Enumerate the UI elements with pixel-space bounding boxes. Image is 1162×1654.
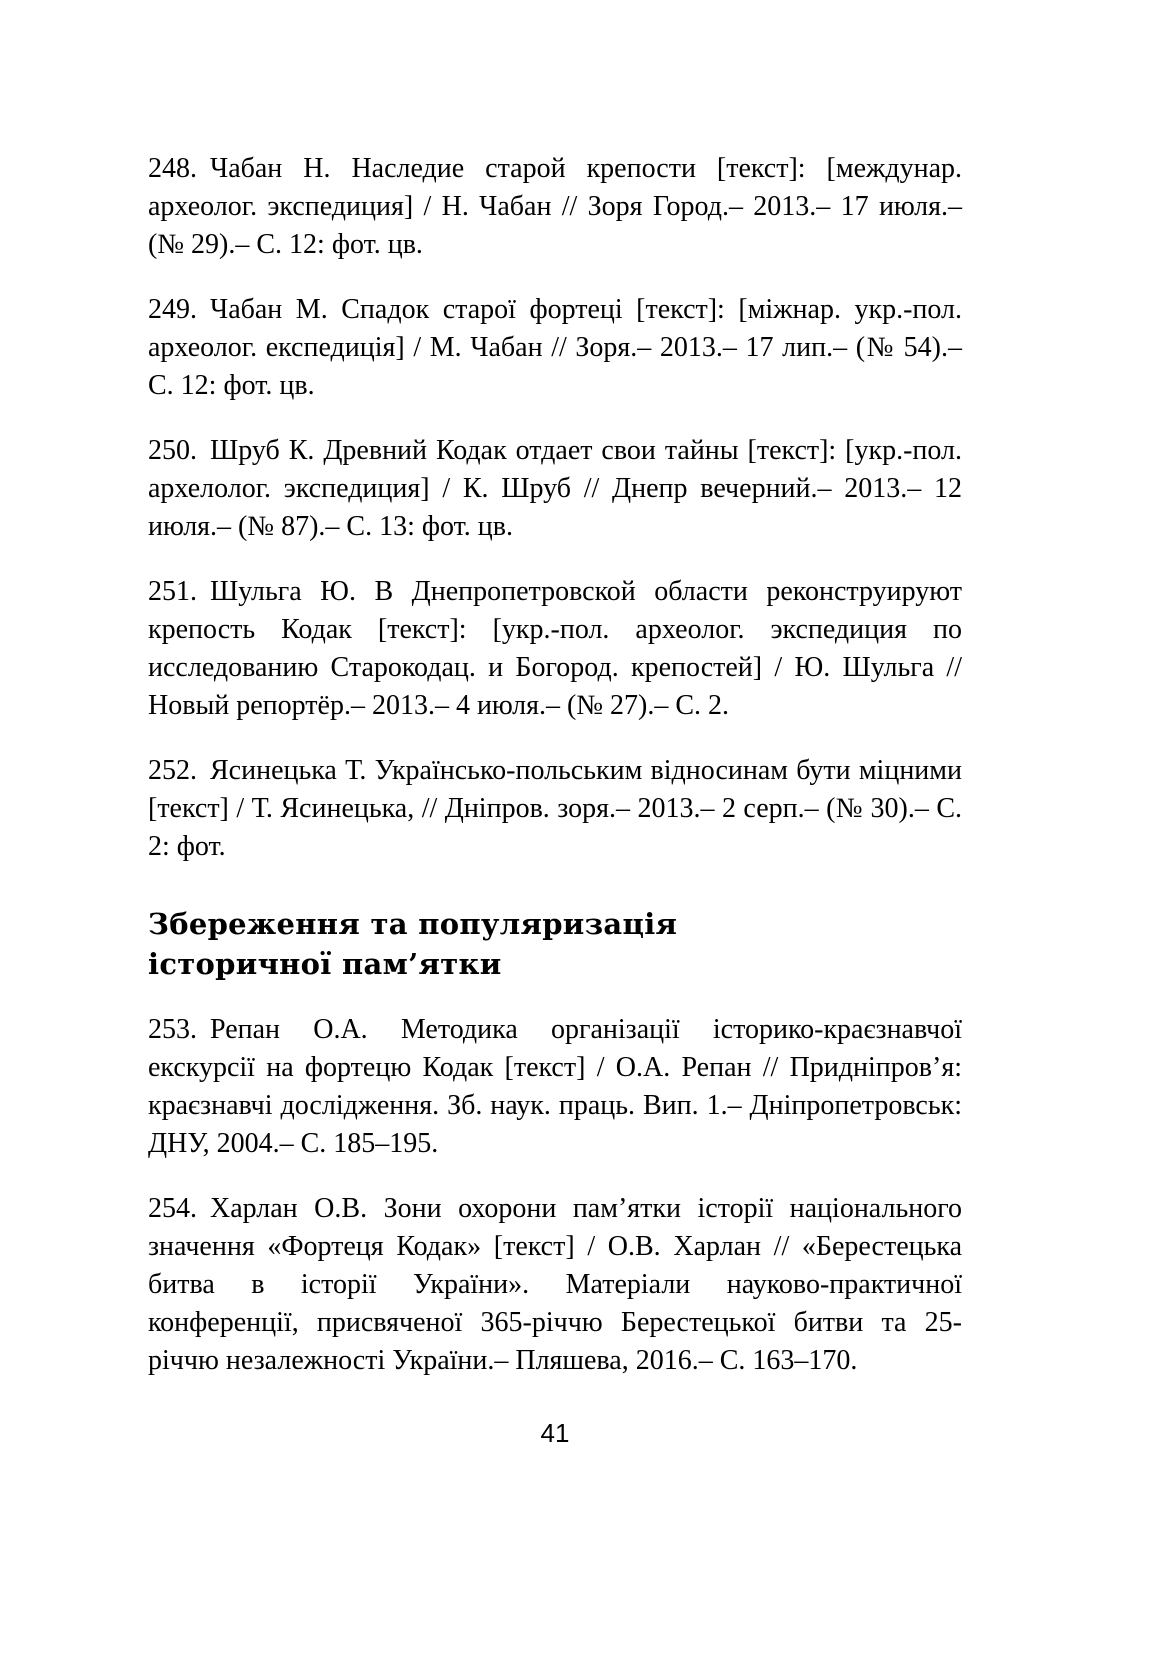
entry-number: 251. [148, 576, 197, 607]
bib-entry-251 [148, 573, 962, 725]
bib-entry-249 [148, 291, 962, 405]
bib-entry-248 [148, 150, 962, 264]
entry-text: Шульга Ю. В Днепропетровской области реконструируют крепость Кодак [текст]: [укр.-пол. археолог. экспедиция по исследованию Старокодац. и Богород. крепостей] / Ю. Шульга // Новый репортёр.– 2013.– 4 июля.– (№ 27).– С. 2. [148, 576, 962, 721]
entry-number: 249. [148, 294, 197, 325]
entry-text: Шруб К. Древний Кодак отдает свои тайны [текст]: [укр.-пол. архелолог. экспедиция] / К. Шруб // Днепр вечерний.– 2013.– 12 июля.– (№ 87).– С. 13: фот. цв. [148, 435, 962, 542]
entry-text: Чабан М. Спадок старої фортеці [текст]: [міжнар. укр.-пол. археолог. експедиція] / М. Чабан // Зоря.– 2013.– 17 лип.– (№ 54).– С. 12: фот. цв. [148, 294, 962, 401]
entry-number: 250. [148, 435, 197, 466]
entry-number: 252. [148, 755, 197, 786]
entry-number: 248. [148, 153, 197, 184]
entry-number: 254. [148, 1193, 197, 1224]
page-number: 41 [540, 1418, 570, 1448]
entry-text: Чабан Н. Наследие старой крепости [текст]: [междунар. археолог. экспедиция] / Н. Чабан // Зоря Город.– 2013.– 17 июля.– (№ 29).– С. 12: фот. цв. [148, 153, 962, 260]
section-heading [148, 904, 962, 984]
entry-number: 253. [148, 1014, 197, 1045]
entry-text: Харлан О.В. Зони охорони пам’ятки історії національного значення «Фортеця Кодак» [текст] / О.В. Харлан // «Берестецька битва в історії України». Матеріали науково-практичної конференції, присвяченої 365-річчю Берестецької битви та 25-річчю незалежності України.– Пляшева, 2016.– С. 163–170. [148, 1193, 962, 1376]
bib-entry-252 [148, 752, 962, 866]
section-heading-line1: Збереження та популяризація [148, 907, 678, 941]
bib-entry-250 [148, 432, 962, 546]
section-heading-line2: історичної пам’ятки [148, 947, 502, 981]
bib-entry-253 [148, 1011, 962, 1163]
bib-entry-254 [148, 1190, 962, 1380]
entry-text: Репан О.А. Методика організації історико-краєзнавчої екскурсії на фортецю Кодак [текст] / О.А. Репан // Придніпров’я: краєзнавчі дослідження. Зб. наук. праць. Вип. 1.– Дніпропетровськ: ДНУ, 2004.– С. 185–195. [148, 1014, 962, 1159]
entry-text: Ясинецька Т. Українсько-польським відносинам бути міцними [текст] / Т. Ясинецька, // Дніпров. зоря.– 2013.– 2 серп.– (№ 30).– С. 2: фот. [148, 755, 962, 862]
